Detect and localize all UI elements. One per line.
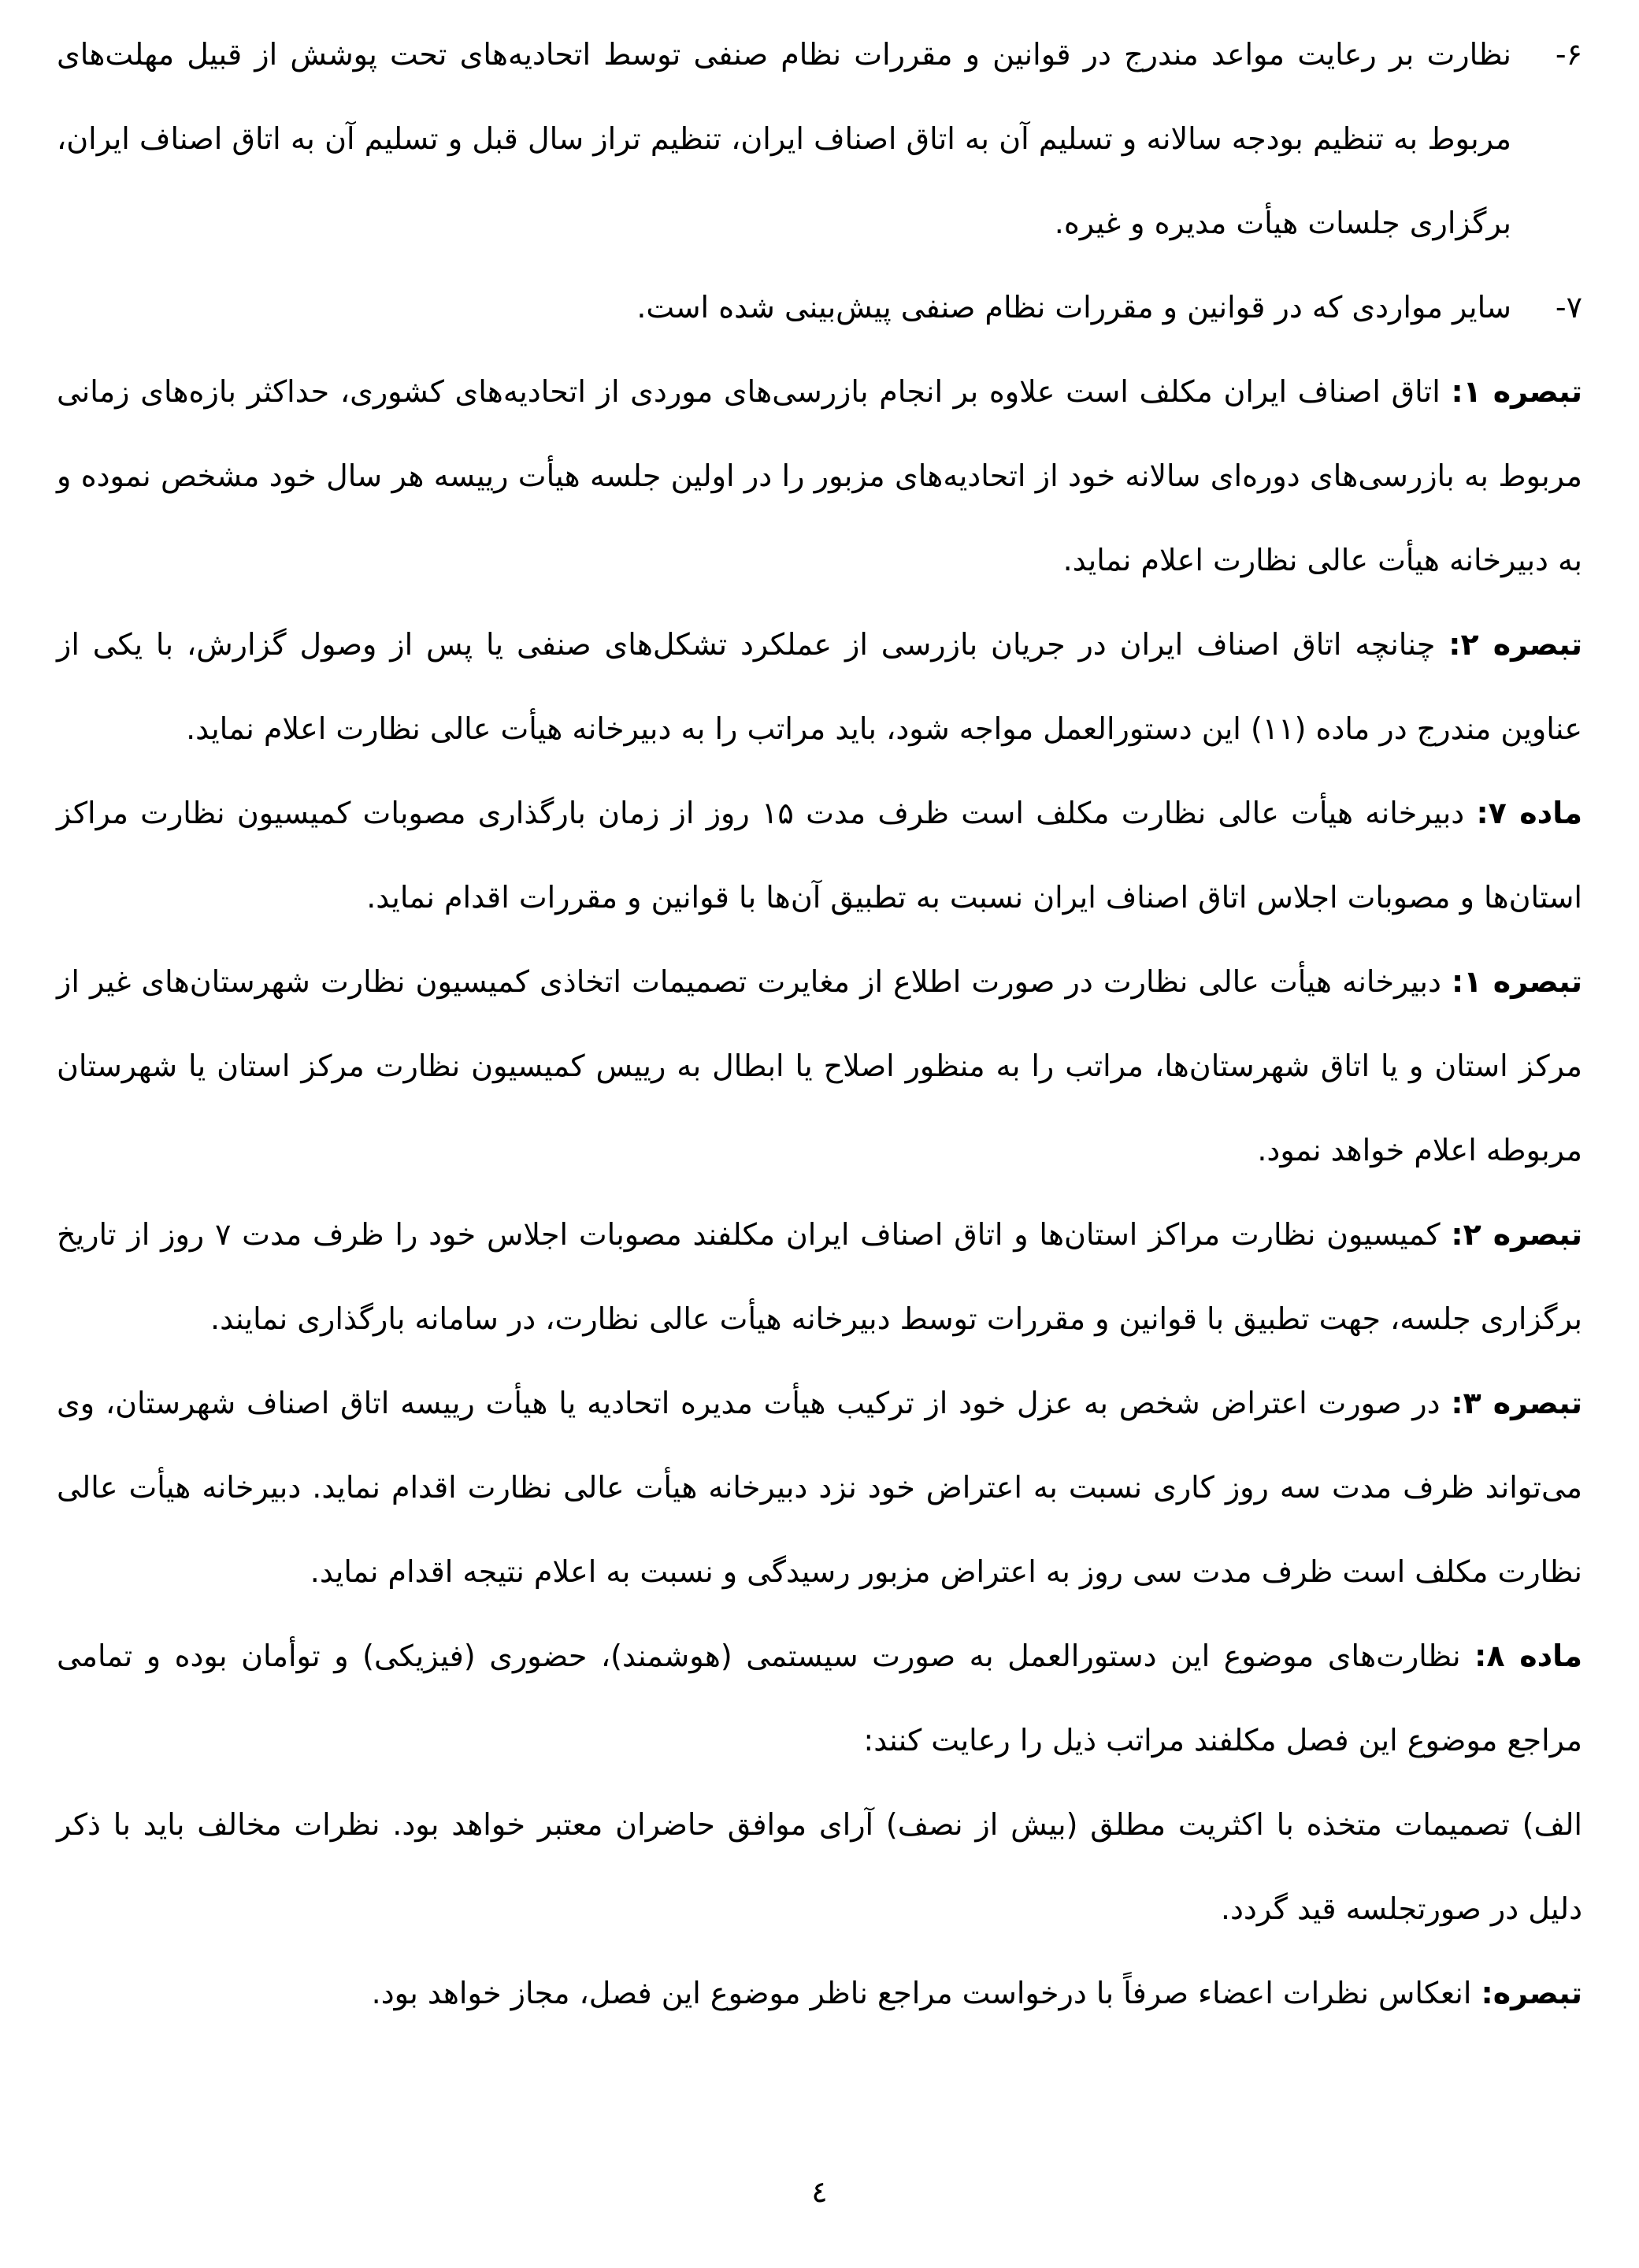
article-7-note-3-paragraph [57, 1361, 1582, 1614]
list-item-7 [57, 265, 1582, 350]
article-7-note-2-paragraph [57, 1193, 1582, 1361]
paragraph-label: ماده ۸: [1474, 1639, 1582, 1673]
article-7-paragraph [57, 771, 1582, 940]
article-8-note-paragraph [57, 1951, 1582, 2036]
paragraph-text: انعکاس نظرات اعضاء صرفاً با درخواست مراجع ناظر موضوع این فصل، مجاز خواهد بود. [371, 1976, 1472, 2010]
paragraph-label: ماده ۷: [1476, 796, 1582, 830]
list-item-number: ۶- [1555, 37, 1582, 72]
paragraph-text: دبیرخانه هیأت عالی نظارت مکلف است ظرف مدت ۱۵ روز از زمان بارگذاری مصوبات کمیسیون نظارت مراکز استان‌ها و مصوبات اجلاس اتاق اصناف ایران نسبت به تطبیق آن‌ها با قوانین و مقررات اقدام نماید. [57, 796, 1582, 915]
paragraph-text: در صورت اعتراض شخص به عزل خود از ترکیب هیأت مدیره اتحادیه یا هیأت رییسه اتاق اصناف شهرستان، وی می‌تواند ظرف مدت سه روز کاری نسبت به اعتراض خود نزد دبیرخانه هیأت عالی نظارت اقدام نماید. دبیرخانه هیأت عالی نظارت مکلف است ظرف مدت سی روز به اعتراض مزبور رسیدگی و نسبت به اعلام نتیجه اقدام نماید. [57, 1386, 1582, 1589]
clause-alef-paragraph [57, 1783, 1582, 1951]
page-number: ٤ [811, 2174, 828, 2209]
article-8-paragraph [57, 1614, 1582, 1783]
paragraph-text: اتاق اصناف ایران مکلف است علاوه بر انجام بازرسی‌های موردی از اتحادیه‌های کشوری، حداکثر بازه‌های زمانی مربوط به بازرسی‌های دوره‌ای سالانه خود از اتحادیه‌های مزبور را در اولین جلسه هیأت رییسه هر سال خود مشخص نموده و به دبیرخانه هیأت عالی نظارت اعلام نماید. [57, 374, 1582, 577]
paragraph-label: تبصره: [1481, 1976, 1582, 2010]
paragraph-label: تبصره ۱: [1451, 374, 1582, 409]
paragraph-label: تبصره ۲: [1448, 627, 1582, 662]
article-7-note-1-paragraph [57, 940, 1582, 1193]
paragraph-text: دبیرخانه هیأت عالی نظارت در صورت اطلاع از مغایرت تصمیمات اتخاذی کمیسیون نظارت شهرستان‌های غیر از مرکز استان و یا اتاق شهرستان‌ها، مراتب را به منظور اصلاح یا ابطال به رییس کمیسیون نظارت مرکز استان یا شهرستان مربوطه اعلام خواهد نمود. [57, 964, 1582, 1167]
list-item-6 [57, 13, 1582, 265]
list-item-number: ۷- [1555, 290, 1582, 325]
paragraph-label: تبصره ۲: [1451, 1217, 1583, 1252]
list-item-text: نظارت بر رعایت مواعد مندرج در قوانین و مقررات نظام صنفی توسط اتحادیه‌های تحت پوشش از قبیل مهلت‌های مربوط به تنظیم بودجه سالانه و تسلیم آن به اتاق اصناف ایران، تنظیم تراز سال قبل و تسلیم آن به اتاق اصناف ایران، برگزاری جلسات هیأت مدیره و غیره. [57, 37, 1511, 240]
note-1-paragraph [57, 350, 1582, 603]
paragraph-text: الف) تصمیمات متخذه با اکثریت مطلق (بیش از نصف) آرای موافق حاضران معتبر خواهد بود. نظرات مخالف باید با ذکر دلیل در صورتجلسه قید گردد. [57, 1807, 1582, 1926]
list-item-text: سایر مواردی که در قوانین و مقررات نظام صنفی پیش‌بینی شده است. [636, 290, 1511, 325]
paragraph-text: کمیسیون نظارت مراکز استان‌ها و اتاق اصناف ایران مکلفند مصوبات اجلاس خود را ظرف مدت ۷ روز از تاریخ برگزاری جلسه، جهت تطبیق با قوانین و مقررات توسط دبیرخانه هیأت عالی نظارت، در سامانه بارگذاری نمایند. [57, 1217, 1582, 1336]
note-2-paragraph [57, 603, 1582, 771]
paragraph-label: تبصره ۳: [1451, 1386, 1582, 1420]
paragraph-text: نظارت‌های موضوع این دستورالعمل به صورت سیستمی (هوشمند)، حضوری (فیزیکی) و توأمان بوده و تمامی مراجع موضوع این فصل مکلفند مراتب ذیل را رعایت کنند: [57, 1639, 1582, 1758]
document-page [57, 13, 1582, 2036]
paragraph-label: تبصره ۱: [1452, 964, 1582, 999]
paragraph-text: چنانچه اتاق اصناف ایران در جریان بازرسی از عملکرد تشکل‌های صنفی یا پس از وصول گزارش، با یکی از عناوین مندرج در ماده (۱۱) این دستورالعمل مواجه شود، باید مراتب را به دبیرخانه هیأت عالی نظارت اعلام نماید. [57, 627, 1582, 746]
